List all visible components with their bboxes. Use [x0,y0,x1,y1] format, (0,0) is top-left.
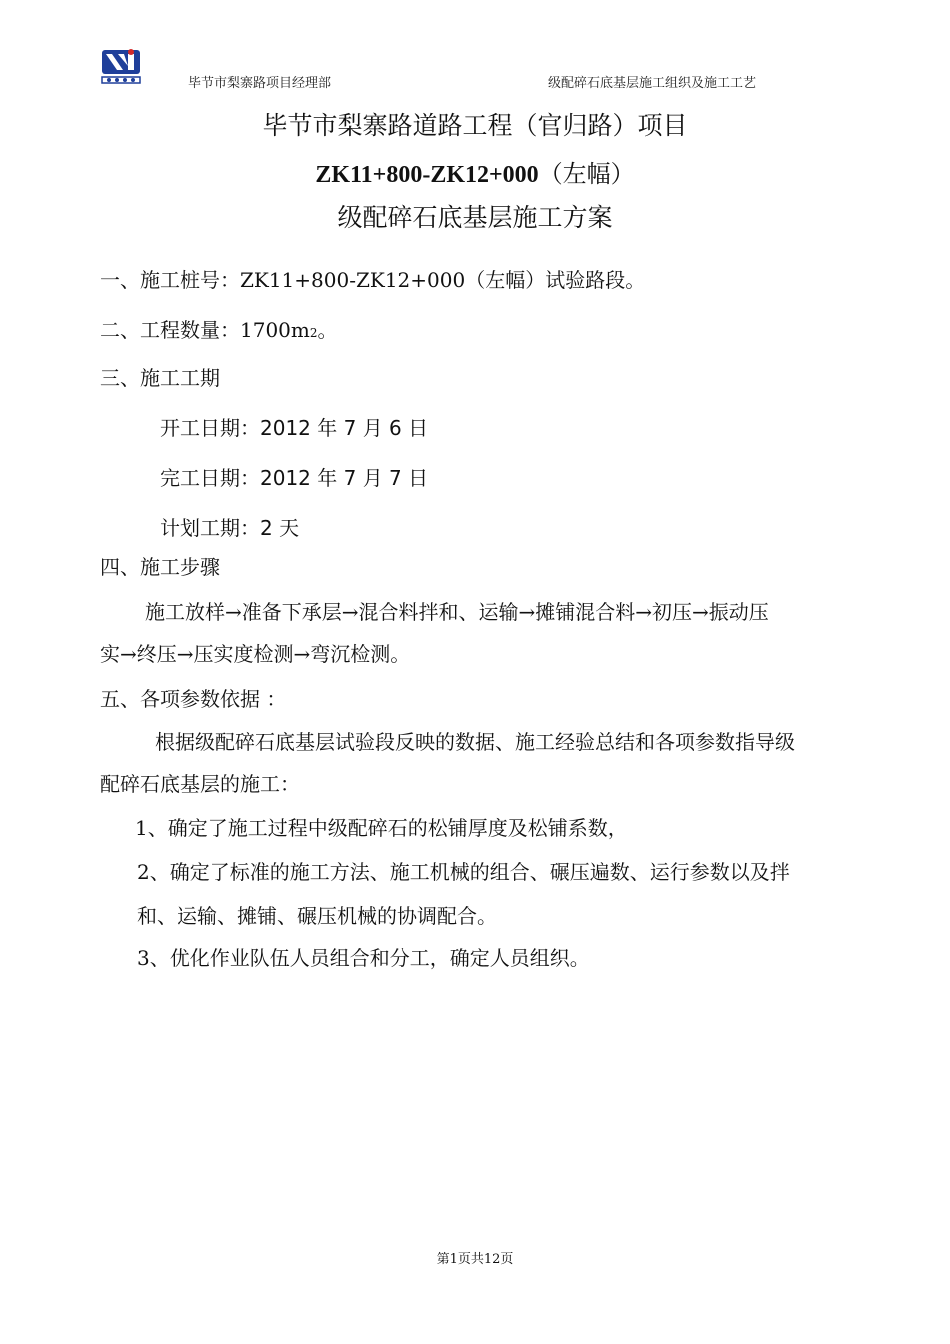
item-2-line-2: 和、运输、摊铺、碾压机械的协调配合。 [137,904,497,928]
item-2-line-1: 2、确定了标准的施工方法、施工机械的组合、碾压遍数、运行参数以及拌 [137,860,790,884]
section-2-superscript: 2 [309,326,318,340]
steps-line-1: 施工放样→准备下承层→混合料拌和、运输→摊铺混合料→初压→振动压 [145,600,769,624]
document-heading: 级配碎石底基层施工方案 [337,203,613,232]
section-5: 五、各项参数依据 ： [100,687,287,711]
section-2-end: 。 [317,318,338,342]
section-4: 四、施工步骤 [100,555,220,579]
section-3: 三、施工工期 [100,366,220,390]
document-title: 毕节市梨寨路道路工程（官归路）项目 [262,111,688,140]
item-1: 1、确定了施工过程中级配碎石的松铺厚度及松铺系数， [135,816,628,840]
header-left-text: 毕节市梨寨路项目经理部 [188,76,332,91]
section-1: 一、施工桩号：ZK11+800-ZK12+000（左幅）试验路段。 [100,268,646,292]
section-2 [100,314,338,343]
steps-line-2: 实→终压→压实度检测→弯沉检测。 [100,642,411,666]
station-side: （左幅） [538,160,635,188]
end-date: 完工日期：2012 年 7 月 7 日 [160,466,429,490]
page-number: 第1页共12页 [436,1252,514,1267]
start-date: 开工日期：2012 年 7 月 6 日 [160,416,429,440]
header-right-text: 级配碎石底基层施工组织及施工工艺 [548,76,757,91]
item-3: 3、优化作业队伍人员组合和分工，确定人员组织。 [137,946,590,970]
basis-line-2: 配碎石底基层的施工： [100,772,300,796]
company-logo [100,46,142,88]
basis-line-1: 根据级配碎石底基层试验段反映的数据、施工经验总结和各项参数指导级 [155,730,795,754]
station-range: ZK11+800-ZK12+000 [315,162,539,188]
section-2-text: 二、工程数量：1700m [100,318,310,342]
planned-duration: 计划工期：2 天 [160,516,300,540]
document-subtitle [0,154,950,189]
